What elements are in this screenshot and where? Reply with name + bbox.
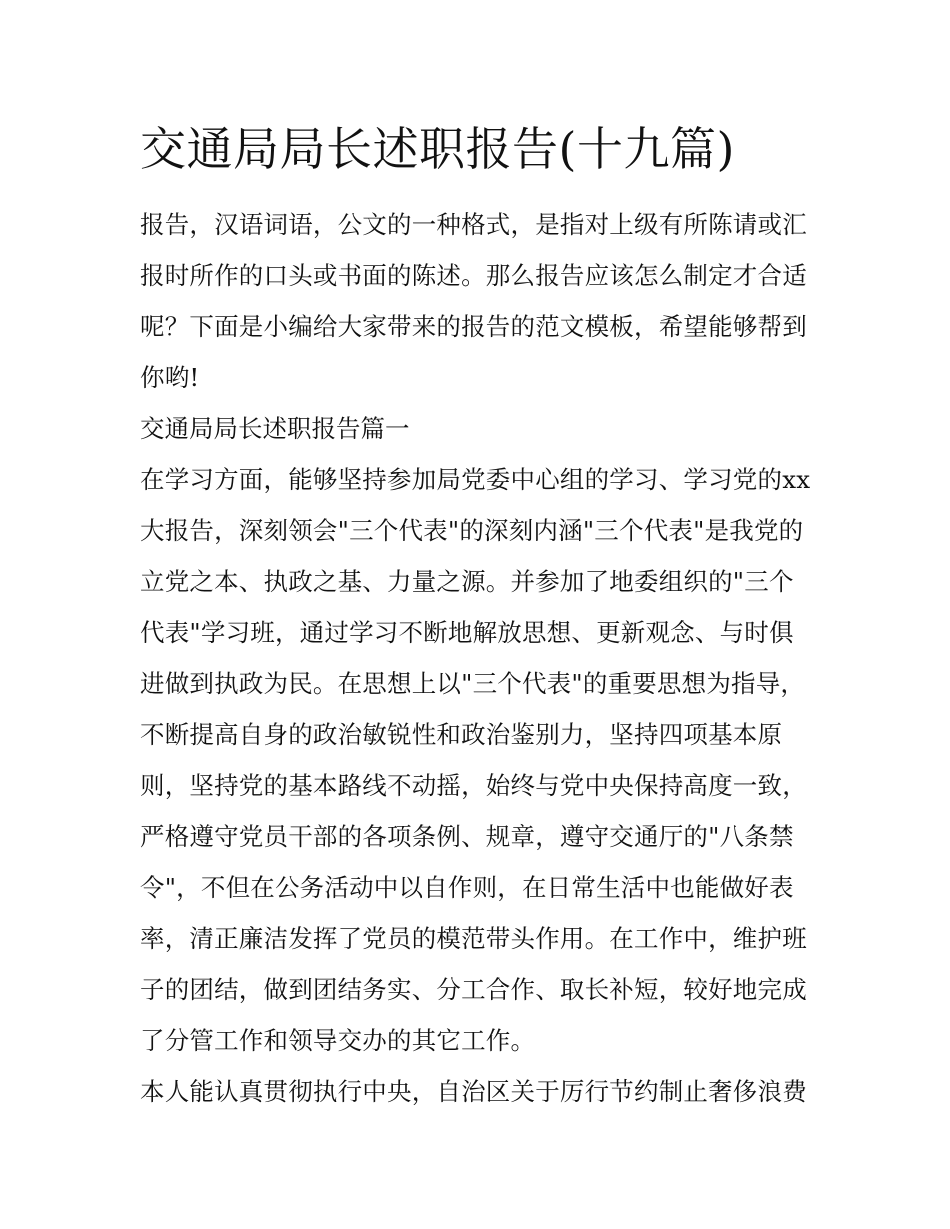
intro-paragraph: 报告，汉语词语，公文的一种格式，是指对上级有所陈请或汇报时所作的口头或书面的陈述。那么报告应该怎么制定才合适呢？下面是小编给大家带来的报告的范文模板，希望能够帮到你哟! xyxy=(140,210,807,392)
body-paragraph-2: 本人能认真贯彻执行中央，自治区关于厉行节约制止奢侈浪费 xyxy=(140,1077,807,1106)
document-title: 交通局局长述职报告(十九篇) xyxy=(140,122,735,176)
body-paragraph-1: 在学习方面，能够坚持参加局党委中心组的学习、学习党的xx大报告，深刻领会"三个代表"的深刻内涵"三个代表"是我党的立党之本、执政之基、力量之源。并参加了地委组织的"三个代表"学习班，通过学习不断地解放思想、更新观念、与时俱进做到执政为民。在思想上以"三个代表"的重要思想为指导，不断提高自身的政治敏锐性和政治鉴别力，坚持四项基本原则，坚持党的基本路线不动摇，始终与党中央保持高度一致，严格遵守党员干部的各项条例、规章，遵守交通厅的"八条禁令"，不但在公务活动中以自作则，在日常生活中也能做好表率，清正廉洁发挥了党员的模范带头作用。在工作中，维护班子的团结，做到团结务实、分工合作、取长补短，较好地完成了分管工作和领导交办的其它工作。 xyxy=(140,465,811,1055)
document-body xyxy=(140,112,812,1117)
section-heading: 交通局局长述职报告篇一 xyxy=(140,414,410,443)
